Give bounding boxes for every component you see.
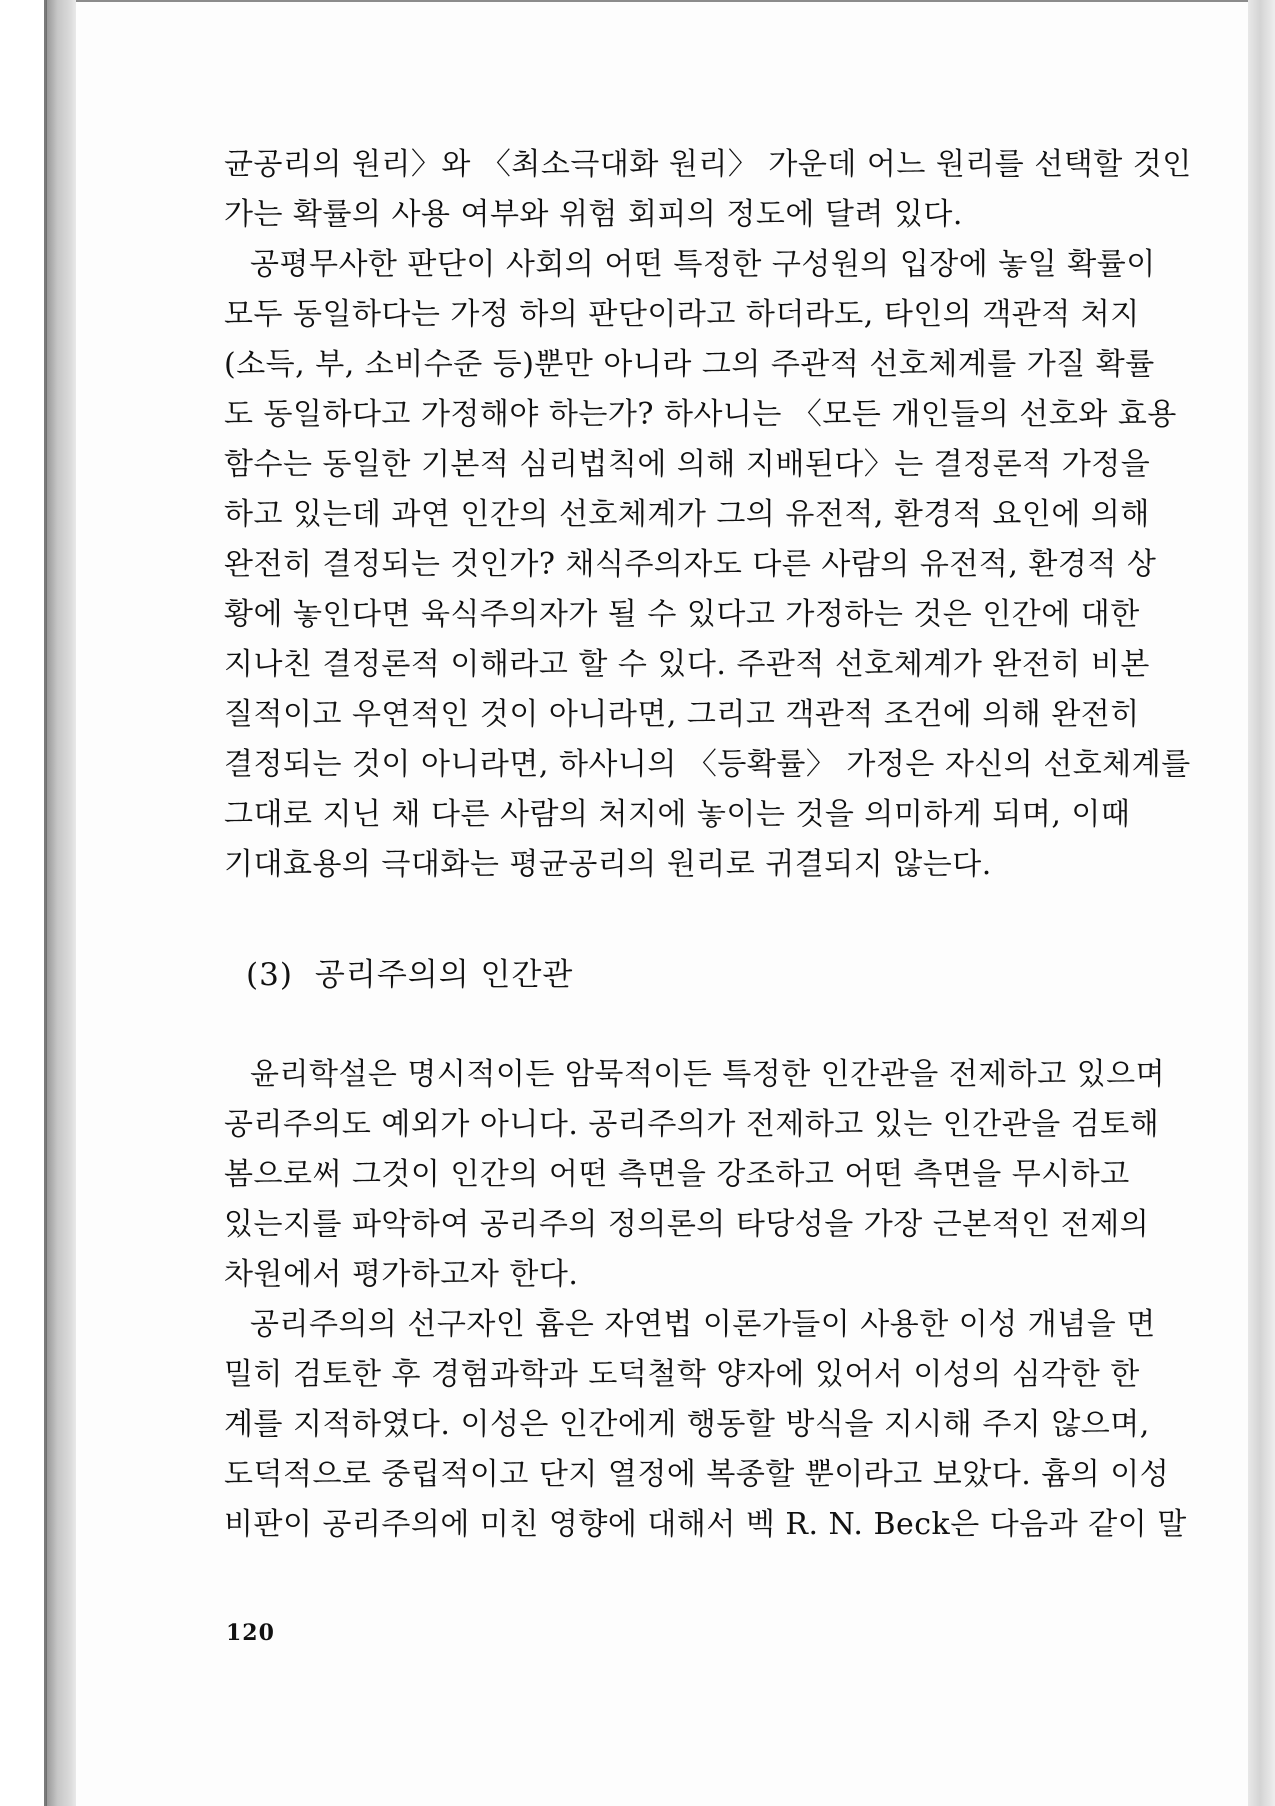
page-number: 120 (226, 1620, 275, 1646)
paragraph-block-1 (224, 140, 1192, 890)
section-number: (3) (246, 957, 293, 993)
text-line: 기대효용의 극대화는 평균공리의 원리로 귀결되지 않는다. (224, 847, 992, 882)
text-line: 그대로 지닌 채 다른 사람의 처지에 놓이는 것을 의미하게 되며, 이때 (224, 797, 1131, 832)
section-heading (246, 950, 573, 1000)
text-line: (소득, 부, 소비수준 등)뿐만 아니라 그의 주관적 선호체계를 가질 확률 (224, 347, 1155, 382)
text-line: 완전히 결정되는 것인가? 채식주의자도 다른 사람의 유전적, 환경적 상 (224, 547, 1157, 582)
text-line: 하고 있는데 과연 인간의 선호체계가 그의 유전적, 환경적 요인에 의해 (224, 497, 1150, 532)
text-line: 차원에서 평가하고자 한다. (224, 1257, 579, 1292)
text-line: 윤리학설은 명시적이든 암묵적이든 특정한 인간관을 전제하고 있으며 (250, 1057, 1166, 1092)
text-line: 비판이 공리주의에 미친 영향에 대해서 벡 R. N. Beck은 다음과 같이 말 (224, 1507, 1187, 1542)
text-line: 도 동일하다고 가정해야 하는가? 하사니는 〈모든 개인들의 선호와 효용 (224, 397, 1177, 432)
text-line: 가는 확률의 사용 여부와 위험 회피의 정도에 달려 있다. (224, 197, 963, 232)
text-line: 모두 동일하다는 가정 하의 판단이라고 하더라도, 타인의 객관적 처지 (224, 297, 1140, 332)
text-line: 균공리의 원리〉와 〈최소극대화 원리〉 가운데 어느 원리를 선택할 것인 (224, 147, 1192, 182)
text-line: 함수는 동일한 기본적 심리법칙에 의해 지배된다〉는 결정론적 가정을 (224, 447, 1151, 482)
book-right-page-stack (1248, 0, 1275, 1806)
section-title: 공리주의의 인간관 (314, 957, 574, 993)
text-line: 공평무사한 판단이 사회의 어떤 특정한 구성원의 입장에 놓일 확률이 (250, 247, 1156, 282)
text-line: 도덕적으로 중립적이고 단지 열정에 복종할 뿐이라고 보았다. 흄의 이성 (224, 1457, 1170, 1492)
text-line: 공리주의도 예외가 아니다. 공리주의가 전제하고 있는 인간관을 검토해 (224, 1107, 1160, 1142)
text-line: 결정되는 것이 아니라면, 하사니의 〈등확률〉 가정은 자신의 선호체계를 (224, 747, 1191, 782)
text-line: 질적이고 우연적인 것이 아니라면, 그리고 객관적 조건에 의해 완전히 (224, 697, 1140, 732)
text-line: 봄으로써 그것이 인간의 어떤 측면을 강조하고 어떤 측면을 무시하고 (224, 1157, 1130, 1192)
text-line: 밀히 검토한 후 경험과학과 도덕철학 양자에 있어서 이성의 심각한 한 (224, 1357, 1140, 1392)
text-line: 계를 지적하였다. 이성은 인간에게 행동할 방식을 지시해 주지 않으며, (224, 1407, 1150, 1442)
text-line: 공리주의의 선구자인 흄은 자연법 이론가들이 사용한 이성 개념을 면 (250, 1307, 1156, 1342)
paragraph-block-2 (224, 1050, 1187, 1550)
text-line: 황에 놓인다면 육식주의자가 될 수 있다고 가정하는 것은 인간에 대한 (224, 597, 1140, 632)
text-line: 지나친 결정론적 이해라고 할 수 있다. 주관적 선호체계가 완전히 비본 (224, 647, 1150, 682)
book-left-page-stack (46, 0, 77, 1806)
text-line: 있는지를 파악하여 공리주의 정의론의 타당성을 가장 근본적인 전제의 (224, 1207, 1150, 1242)
